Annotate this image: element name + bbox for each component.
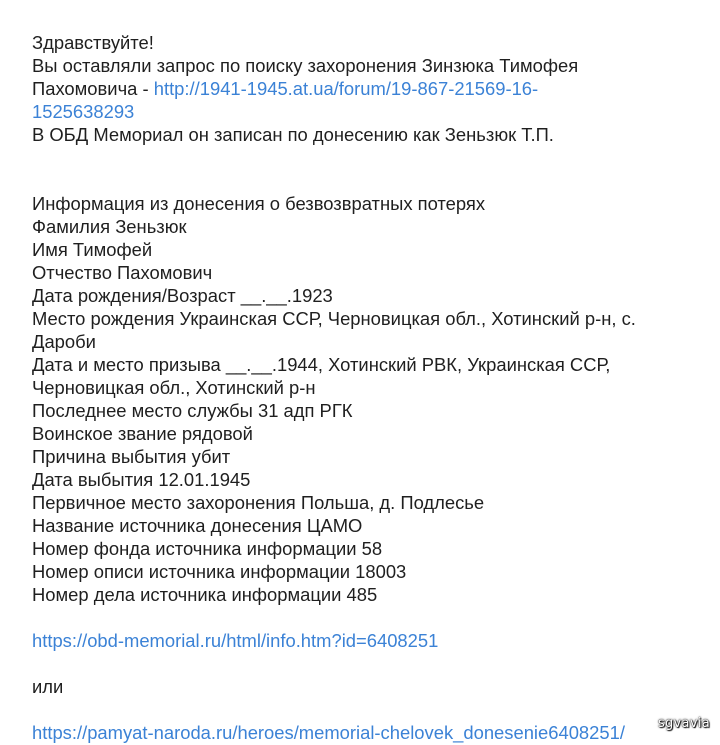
report-field-line: Дата выбытия 12.01.1945	[32, 469, 251, 490]
report-field-line: Причина выбытия убит	[32, 446, 231, 467]
intro-text-line2	[32, 77, 704, 100]
report-field-line: Номер дела источника информации 485	[32, 584, 378, 605]
report-field-line: Отчество Пахомович	[32, 262, 213, 283]
report-field-line: Черновицкая обл., Хотинский р-н	[32, 377, 316, 398]
report-field-line: Дата рождения/Возраст __.__.1923	[32, 285, 333, 306]
forum-link-continuation[interactable]: 1525638293	[32, 101, 135, 122]
watermark-text: sgvavia	[657, 716, 710, 731]
obd-memorial-link[interactable]: https://obd-memorial.ru/html/info.htm?id=6408251	[32, 630, 439, 651]
report-field-line: Место рождения Украинская ССР, Черновицкая обл., Хотинский р-н, с.	[32, 308, 636, 329]
report-fields-list	[32, 215, 704, 606]
intro-text-line1: Вы оставляли запрос по поиску захоронения Зинзюка Тимофея	[32, 55, 579, 76]
forum-link[interactable]: http://1941-1945.at.ua/forum/19-867-21569-16-	[153, 78, 539, 99]
report-field-line: Название источника донесения ЦАМО	[32, 515, 363, 536]
intro-text-suffix: Пахомовича -	[32, 78, 154, 99]
obd-note-text: В ОБД Мемориал он записан по донесению как Зеньзюк Т.П.	[32, 124, 554, 145]
report-field-line: Номер описи источника информации 18003	[32, 561, 407, 582]
report-field-line: Последнее место службы 31 адп РГК	[32, 400, 353, 421]
pamyat-naroda-link[interactable]: https://pamyat-naroda.ru/heroes/memorial-chelovek_donesenie6408251/	[32, 722, 625, 743]
greeting-text: Здравствуйте!	[32, 32, 154, 53]
report-field-line: Номер фонда источника информации 58	[32, 538, 383, 559]
report-field-line: Воинское звание рядовой	[32, 423, 253, 444]
report-field-line: Первичное место захоронения Польша, д. Подлесье	[32, 492, 485, 513]
report-field-line: Дата и место призыва __.__.1944, Хотинский РВК, Украинская ССР,	[32, 354, 611, 375]
or-text: или	[32, 676, 64, 697]
report-field-line: Имя Тимофей	[32, 239, 153, 260]
report-heading: Информация из донесения о безвозвратных потерях	[32, 193, 486, 214]
message-body	[32, 31, 704, 744]
report-field-line: Фамилия Зеньзюк	[32, 216, 187, 237]
report-field-line: Дароби	[32, 331, 96, 352]
